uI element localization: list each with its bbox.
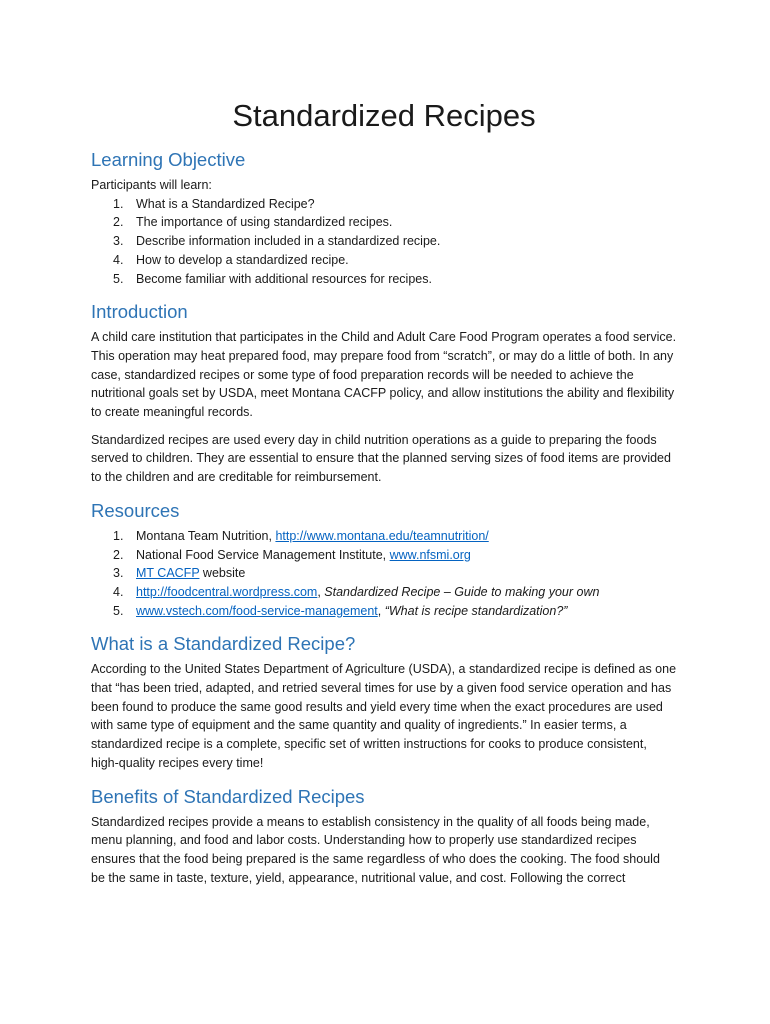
list-item-text: How to develop a standardized recipe. — [136, 252, 349, 267]
resources-section — [91, 499, 677, 621]
resource-item — [91, 527, 677, 546]
benefits-section — [91, 785, 677, 888]
document-title: Standardized Recipes — [232, 98, 536, 133]
list-number: 2. — [113, 215, 124, 230]
list-number: 2. — [113, 547, 124, 562]
resource-item — [91, 546, 677, 565]
resource-text-after: website — [199, 566, 246, 581]
list-item-text: Describe information included in a standardized recipe. — [136, 234, 441, 249]
list-number: 3. — [113, 566, 124, 581]
resource-item — [91, 583, 677, 602]
what-is-heading: What is a Standardized Recipe? — [91, 633, 356, 655]
introduction-paragraph-2: Standardized recipes are used every day in child nutrition operations as a guide to preparing the foods served to children. They are essential to ensure that the planned serving sizes of food items are provided to the children and are creditable for reimbursement. — [91, 432, 671, 485]
list-item-text: Become familiar with additional resources for recipes. — [136, 271, 432, 286]
list-number: 4. — [113, 252, 124, 267]
resource-text: Montana Team Nutrition, — [136, 528, 276, 543]
resource-link-vstech[interactable]: www.vstech.com/food-service-management — [136, 603, 378, 618]
resources-heading: Resources — [91, 499, 180, 521]
list-item-text: What is a Standardized Recipe? — [136, 196, 315, 211]
resources-list — [91, 527, 677, 621]
introduction-paragraph-1: A child care institution that participates in the Child and Adult Care Food Program operates a food service. This operation may heat prepared food, may prepare food from “scratch”, or may do a little of both. In any case, standardized recipes or some type of food preparation records will be needed to achieve the nutritional goals set by USDA, meet Montana CACFP policy, and allow institutions the ability and flexibility to create meaningful records. — [91, 330, 677, 420]
introduction-section — [91, 300, 677, 487]
resource-text-after: , — [377, 603, 385, 618]
document-content — [91, 96, 677, 887]
list-number: 1. — [113, 196, 124, 211]
list-number: 4. — [113, 584, 124, 599]
resource-link-nfsmi[interactable]: www.nfsmi.org — [389, 547, 471, 562]
learning-objective-heading: Learning Objective — [91, 149, 246, 170]
resource-link-mt-cacfp[interactable]: MT CACFP — [136, 566, 200, 581]
list-item — [91, 232, 677, 251]
what-is-paragraph: According to the United States Department of Agriculture (USDA), a standardized recipe is defined as one that “has been tried, adapted, and retried several times for use by a given food service operation and has been found to produce the same good results and yield every time when the exact procedures are used with same type of equipment and the same quantity and quality of ingredients.” In easier terms, a standardized recipe is a complete, specific set of written instructions for cooks to produce consistent, high-quality recipes every time! — [91, 662, 677, 770]
resource-text-after: , — [317, 584, 325, 599]
list-item — [91, 270, 677, 289]
resource-italic: Standardized Recipe – Guide to making your own — [324, 584, 600, 599]
resource-item — [91, 602, 677, 621]
resource-link-montana-team-nutrition[interactable]: http://www.montana.edu/teamnutrition/ — [275, 528, 489, 543]
resource-italic: “What is recipe standardization?” — [384, 603, 568, 618]
benefits-heading: Benefits of Standardized Recipes — [91, 785, 365, 807]
learning-objective-section — [91, 148, 677, 288]
list-number: 5. — [113, 603, 124, 618]
introduction-heading: Introduction — [91, 301, 188, 323]
list-number: 3. — [113, 234, 124, 249]
learning-objective-intro: Participants will learn: — [91, 178, 212, 192]
resource-text: National Food Service Management Institute, — [136, 547, 390, 562]
list-number: 5. — [113, 271, 124, 286]
resource-item — [91, 564, 677, 583]
list-item — [91, 251, 677, 270]
list-item — [91, 213, 677, 232]
resource-link-foodcentral[interactable]: http://foodcentral.wordpress.com — [136, 584, 318, 599]
what-is-section — [91, 632, 677, 772]
benefits-paragraph: Standardized recipes provide a means to establish consistency in the quality of all foods being made, menu planning, and food and labor costs. Understanding how to properly use standardized recipes ensures that the food being prepared is the same regardless of who does the cooking. The food should be the same in taste, texture, yield, appearance, nutritional value, and cost. Following the correct — [91, 814, 660, 885]
list-item-text: The importance of using standardized recipes. — [136, 215, 393, 230]
learning-objective-list — [91, 195, 677, 289]
list-item — [91, 195, 677, 214]
list-number: 1. — [113, 528, 124, 543]
